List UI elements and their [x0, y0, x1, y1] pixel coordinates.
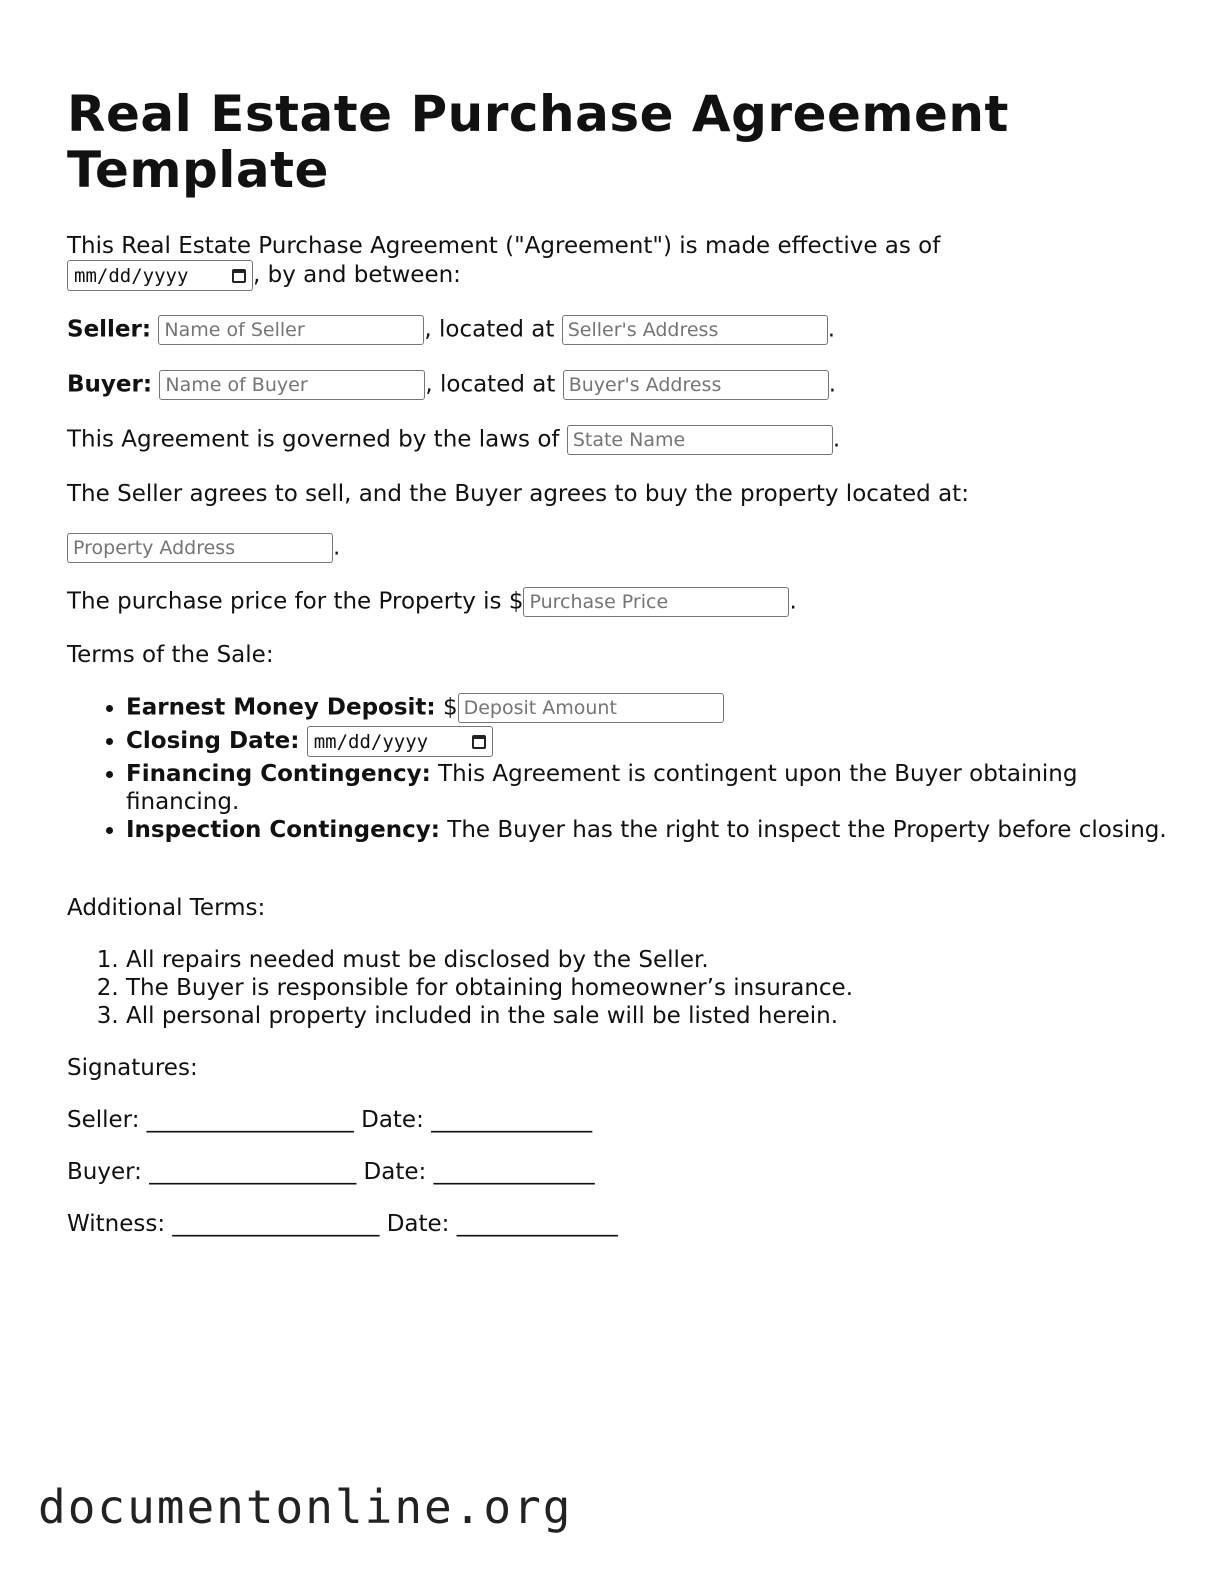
list-item: [126, 816, 1176, 844]
seller-address-input[interactable]: [562, 315, 828, 345]
buyer-line-end: .: [828, 371, 836, 398]
property-address-line: [67, 533, 340, 563]
additional-terms-list: [67, 946, 1176, 1030]
property-text: The Seller agrees to sell, and the Buyer agrees to buy the property located at:: [67, 481, 969, 507]
witness-signature-line: Witness: __________________ Date: ______________: [67, 1211, 618, 1237]
seller-line-end: .: [827, 316, 836, 343]
calendar-icon[interactable]: [472, 735, 486, 749]
deposit-amount-input[interactable]: [458, 693, 724, 723]
list-item: 2. The Buyer is responsible for obtaining homeowner’s insurance.: [126, 974, 1176, 1002]
effective-date-placeholder: mm/dd/yyyy: [74, 264, 189, 287]
intro-paragraph: [67, 232, 940, 260]
purchase-price-text: The purchase price for the Property is $: [67, 588, 524, 615]
intro-text: This Real Estate Purchase Agreement ("Agreement") is made effective as of: [67, 233, 941, 259]
buyer-label: Buyer:: [67, 371, 153, 398]
seller-label: Seller:: [67, 316, 152, 343]
calendar-icon[interactable]: [232, 269, 246, 283]
governing-text: This Agreement is governed by the laws of: [67, 426, 560, 453]
buyer-name-input[interactable]: [159, 370, 425, 400]
purchase-price-line: [67, 587, 797, 617]
governing-line-end: .: [832, 426, 841, 453]
closing-date-label: Closing Date:: [126, 728, 300, 754]
price-line-end: .: [789, 588, 797, 615]
purchase-price-input[interactable]: [523, 587, 789, 617]
terms-list: [67, 693, 1176, 844]
list-item: 1. All repairs needed must be disclosed by the Seller.: [126, 946, 1176, 974]
watermark: documentonline.org: [38, 1480, 573, 1534]
buyer-signature-line: Buyer: __________________ Date: ______________: [67, 1159, 595, 1185]
closing-date-placeholder: mm/dd/yyyy: [313, 730, 429, 753]
effective-date-input[interactable]: [67, 260, 253, 291]
deposit-prefix: $: [442, 694, 458, 721]
buyer-line: [67, 370, 836, 400]
closing-date-input[interactable]: [307, 726, 493, 757]
inspection-label: Inspection Contingency:: [126, 817, 440, 843]
property-line-end: .: [333, 534, 341, 561]
financing-label: Financing Contingency:: [126, 761, 431, 787]
seller-signature-line: Seller: __________________ Date: ______________: [67, 1107, 593, 1133]
list-item: [126, 693, 1176, 723]
seller-line: [67, 315, 835, 345]
governing-law-line: [67, 425, 840, 455]
seller-located-text: , located at: [424, 316, 555, 343]
list-item: [126, 726, 1176, 757]
signatures-heading: Signatures:: [67, 1055, 198, 1081]
property-address-input[interactable]: [67, 533, 333, 563]
inspection-text: The Buyer has the right to inspect the Property before closing.: [439, 817, 1167, 843]
buyer-located-text: , located at: [425, 371, 556, 398]
list-item: 3. All personal property included in the sale will be listed herein.: [126, 1002, 1176, 1030]
additional-terms-heading: Additional Terms:: [67, 895, 266, 921]
deposit-label: Earnest Money Deposit:: [126, 694, 436, 721]
intro-date-line: [67, 260, 461, 291]
list-item: [126, 760, 1176, 816]
seller-name-input[interactable]: [158, 315, 424, 345]
financing-text: This Agreement is contingent upon the Buyer obtaining financing.: [126, 761, 1078, 815]
property-statement: [67, 480, 969, 508]
buyer-address-input[interactable]: [563, 370, 829, 400]
page-title: Real Estate Purchase Agreement Template: [67, 85, 1009, 199]
terms-heading: Terms of the Sale:: [67, 642, 274, 668]
state-name-input[interactable]: [567, 425, 833, 455]
intro-suffix: , by and between:: [253, 262, 461, 288]
